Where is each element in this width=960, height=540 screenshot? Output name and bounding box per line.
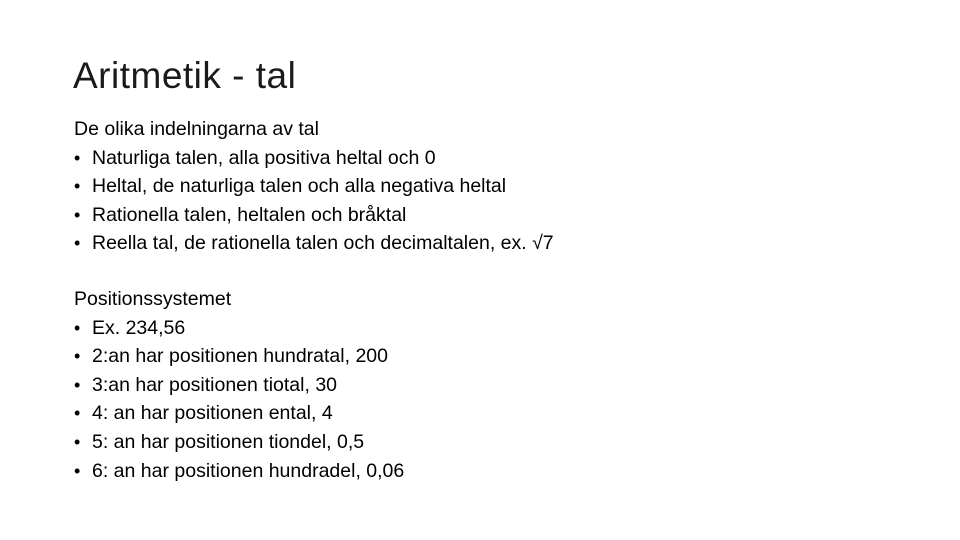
bullet-icon: •: [74, 176, 81, 197]
list-item: [74, 172, 894, 201]
slide-body: [74, 115, 894, 485]
list-item: [74, 229, 894, 258]
bullet-icon: •: [74, 233, 81, 254]
bullet-icon: •: [74, 460, 81, 481]
list-item-text: 3:an har positionen tiotal, 30: [92, 373, 338, 396]
list-item-text: Reella tal, de rationella talen och decimaltalen, ex. √7: [92, 232, 554, 255]
slide-title: Aritmetik - tal: [73, 55, 297, 96]
list-item-text: 4: an har positionen ental, 4: [92, 402, 333, 425]
list-item-text: 6: an har positionen hundradel, 0,06: [92, 459, 405, 482]
list-item-text: 2:an har positionen hundratal, 200: [92, 345, 388, 368]
section-number-sets: [74, 115, 894, 258]
section-positional-system: [74, 285, 894, 485]
bullet-icon: •: [74, 403, 81, 424]
list-item: [74, 201, 894, 230]
list-item: [74, 342, 894, 371]
list-item-text: Rationella talen, heltalen och bråktal: [92, 203, 407, 226]
list-item: [74, 428, 894, 457]
bullet-list: [74, 144, 894, 258]
bullet-icon: •: [74, 374, 81, 395]
bullet-icon: •: [74, 147, 81, 168]
list-item-text: Naturliga talen, alla positiva heltal och 0: [92, 146, 436, 169]
list-item-text: 5: an har positionen tiondel, 0,5: [92, 430, 365, 453]
list-item: [74, 457, 894, 486]
bullet-icon: •: [74, 204, 81, 225]
list-item-text: Ex. 234,56: [92, 316, 186, 339]
list-item-text: Heltal, de naturliga talen och alla negativa heltal: [92, 175, 507, 198]
list-item: [74, 144, 894, 173]
section-heading: Positionssystemet: [74, 287, 232, 310]
list-item: [74, 371, 894, 400]
bullet-icon: •: [74, 346, 81, 367]
list-item: [74, 399, 894, 428]
bullet-icon: •: [74, 431, 81, 452]
bullet-icon: •: [74, 317, 81, 338]
section-heading: De olika indelningarna av tal: [74, 118, 319, 140]
list-item: [74, 314, 894, 343]
bullet-list: [74, 314, 894, 486]
